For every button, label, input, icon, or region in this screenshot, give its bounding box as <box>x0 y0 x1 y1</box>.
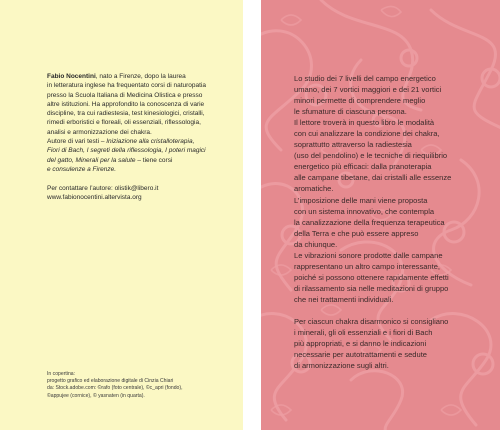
blurb-line: Il lettore troverà in questo libro le modalità <box>294 118 435 128</box>
blurb-line: rappresentano un altro campo interessante, <box>294 261 440 271</box>
author-bio <box>47 72 235 202</box>
spacer <box>47 174 235 183</box>
blurb-line: le sfumature di ciascuna persona. <box>294 107 407 117</box>
blurb-paragraph-1 <box>294 73 494 305</box>
blurb-line: con un sistema innovativo, che contempla <box>294 206 435 216</box>
bio-line: discipline, tra cui radiestesia, test kinesiologici, cristalli, <box>47 110 205 118</box>
bio-line: rimedi erboristici e floreali, oli essenziali, riflessologia, <box>47 119 201 127</box>
blurb-line: poiché si possono ottenere rapidamente effetti <box>294 272 449 282</box>
blurb-line: necessarie per autotrattamenti e sedute <box>294 350 427 360</box>
blurb-line: che nei trattamenti individuali. <box>294 294 394 304</box>
bio-line: altre istituzioni. Ha approfondito la conoscenza di varie <box>47 100 205 108</box>
blurb-line: soprattutto attraverso la radiestesia <box>294 140 412 150</box>
credits-line: In copertina: <box>47 371 76 377</box>
left-flap <box>0 0 243 430</box>
blurb-line: Le vibrazioni sonore prodotte dalle campane <box>294 250 443 260</box>
blurb-line: da chiunque. <box>294 239 338 249</box>
blurb-line: della Terra e che può essere appreso <box>294 228 419 238</box>
fold-gutter <box>243 0 261 430</box>
work-title: Fiori di Bach, I segreti della riflessologia, I poteri magici <box>47 147 206 155</box>
blurb-paragraph-2 <box>294 316 494 371</box>
spacer <box>294 305 494 316</box>
bio-line: in letteratura inglese ha frequentato corsi di naturopatia <box>47 82 206 90</box>
bio-line: analisi e armonizzazione dei chakra. <box>47 128 152 136</box>
blurb-line: L’imposizione delle mani viene proposta <box>294 195 428 205</box>
blurb-line: con cui analizzare la condizione dei chakra, <box>294 129 440 139</box>
credits-line: ©appujee (cornice), © yasnaten (in quarta). <box>47 392 145 399</box>
cover-credits <box>47 371 235 400</box>
bio-line: presso la Scuola Italiana di Medicina Olistica e presso <box>47 91 203 99</box>
blurb-line: di rilassamento sia nelle meditazioni di gruppo <box>294 283 449 293</box>
blurb-line: minori permette di comprendere meglio <box>294 96 426 106</box>
works-line-4 <box>47 165 235 174</box>
blurb-line: aromatiche. <box>294 184 334 194</box>
back-flap-blurb <box>294 73 494 371</box>
blurb-line: alle campane tibetane, dai cristalli alle essenze <box>294 173 452 183</box>
blurb-line: Lo studio dei 7 livelli del campo energetico <box>294 74 436 83</box>
works-tail: e consulenze a Firenze. <box>47 165 117 173</box>
work-title: del gatto, Minerali per la salute <box>47 156 136 164</box>
contact-website-line: www.fabionocentini.altervista.org <box>47 193 142 201</box>
work-title: Iniziazione alla cristalloterapia, <box>106 138 195 146</box>
bio-line-1: Fabio Nocentini, nato a Firenze, dopo la laurea <box>47 73 186 80</box>
contact-email-line: Per contattare l’autore: olistik@libero.it <box>47 184 159 192</box>
blurb-line: di armonizzazione sugli altri. <box>294 361 389 371</box>
author-name: Fabio Nocentini <box>47 73 96 80</box>
blurb-line: umano, dei 7 vortici maggiori e dei 21 vortici <box>294 85 442 95</box>
blurb-line: (uso del pendolino) e le tecniche di riequilibrio <box>294 151 448 161</box>
credits-line: progetto grafico ed elaborazione digitale di Cinzia Chiari <box>47 378 174 385</box>
works-line-1: Autore di vari testi – Iniziazione alla cristalloterapia, <box>47 138 195 146</box>
blurb-line: energetico più efficaci: dalla pranoterapia <box>294 162 432 172</box>
blurb-line: più appropriati, e si danno le indicazioni <box>294 339 427 349</box>
blurb-line: Per ciascun chakra disarmonico si consigliano <box>294 317 449 327</box>
blurb-line: la canalizzazione della frequenza terapeutica <box>294 217 445 227</box>
works-line-2 <box>47 146 235 155</box>
works-line-3: del gatto, Minerali per la salute – tiene corsi <box>47 156 173 164</box>
blurb-line: i minerali, gli oli essenziali e i fiori di Bach <box>294 328 433 338</box>
credits-line: da: Stock.adobe.com: ©rafo (foto centrale), ©c_apri (fondo), <box>47 385 183 392</box>
